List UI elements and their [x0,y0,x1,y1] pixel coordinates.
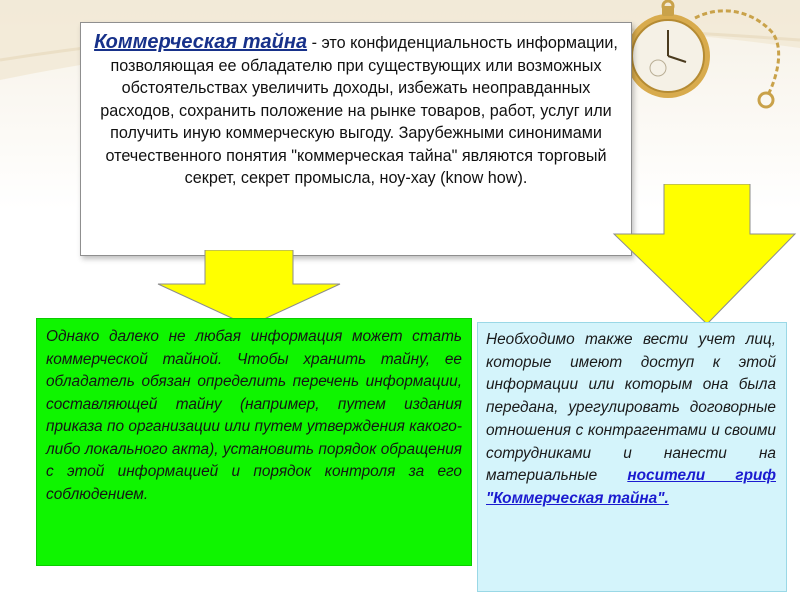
right-block-emphasis: носители гриф "Коммерческая тайна". [486,467,776,507]
down-arrow-icon [154,250,344,326]
definition-text: - это конфиденциальность информации, позволяющая ее обладателю при существующих или возможных обстоятельствах увеличить доходы, избежать неоправданных расходов, сохранить положение на рынке товаров, работ, услуг или получить иную коммерческую выгоду. Зарубежными синонимами отечественного понятия "коммерческая тайна" являются торговый секрет, секрет промысла, ноу-хау (know how). [100,34,618,187]
right-text-block [477,322,787,592]
down-arrow-icon [609,184,800,326]
left-text-block [36,318,472,566]
left-block-text: Однако далеко не любая информация может стать коммерческой тайной. Чтобы хранить тайну, ее обладатель обязан определить перечень информации, составляющей тайну (например, путем издания приказа по организации или путем утверждения какого-либо локального акта), установить порядок обращения с этой информацией и порядок контроля за его соблюдением. [46,328,462,503]
definition-box [80,22,632,256]
right-block-text: Необходимо также вести учет лиц, которые имеют доступ к этой информации или которым она была передана, урегулировать договорные отношения с контрагентами и своими сотрудниками и нанести на материальные [486,331,776,485]
definition-term: Коммерческая тайна [94,31,308,53]
